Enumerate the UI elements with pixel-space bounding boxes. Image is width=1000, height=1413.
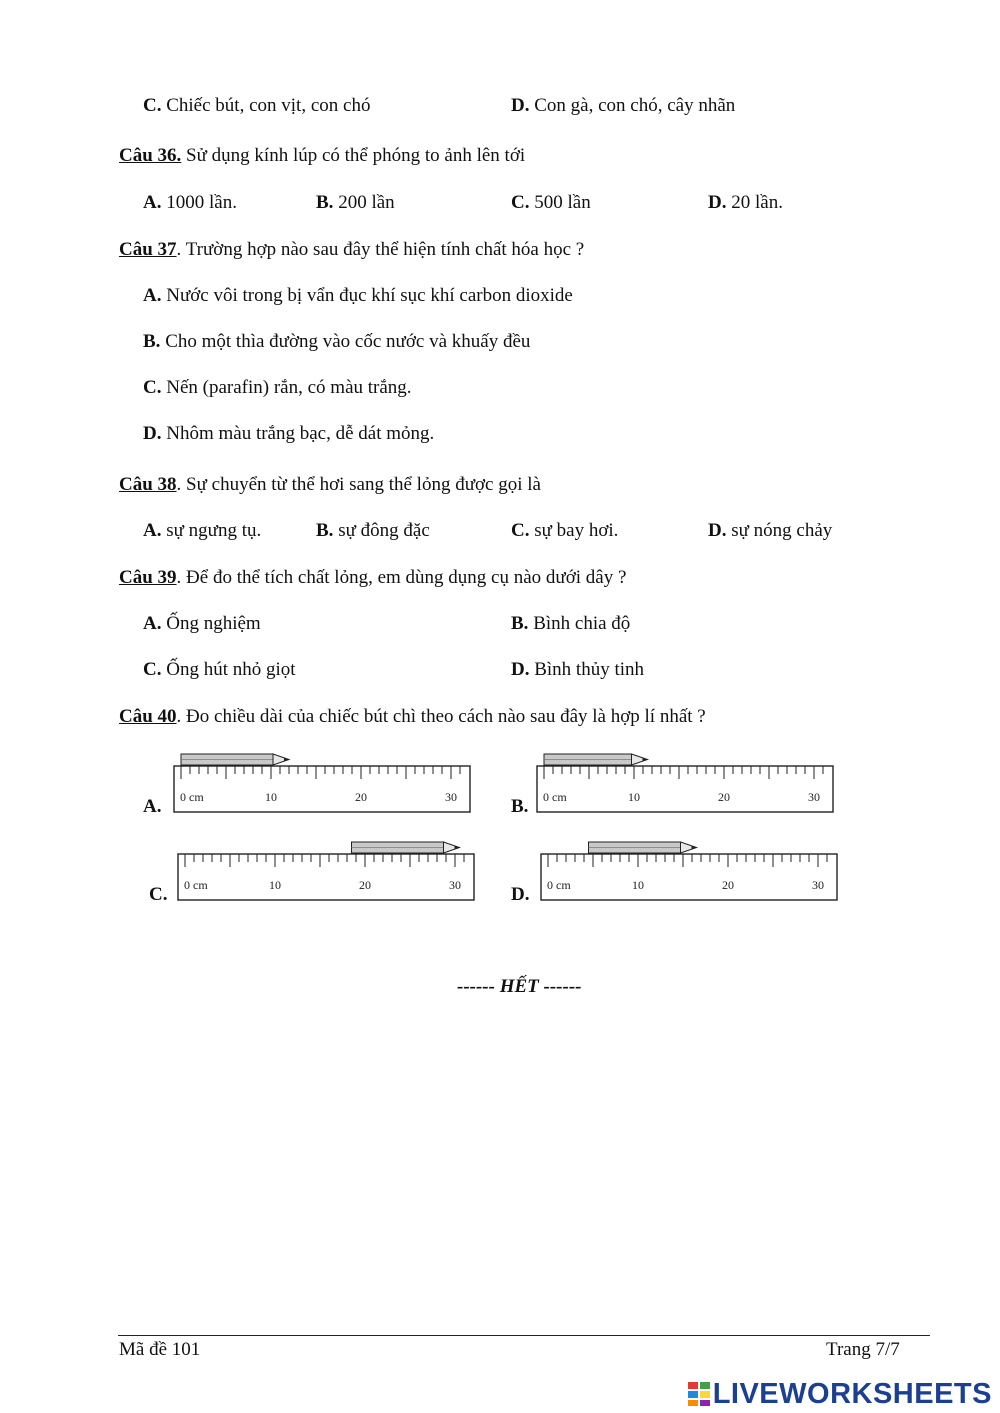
q38-question <box>119 474 541 496</box>
q39-option-d[interactable] <box>511 659 644 681</box>
question-number: Câu 39 <box>119 567 177 588</box>
q35-option-c[interactable] <box>143 95 370 117</box>
q36-option-c[interactable] <box>511 192 591 214</box>
ruler-option-b-figure[interactable] <box>536 750 836 815</box>
question-text: . Đo chiều dài của chiếc bút chì theo cách nào sau đây là hợp lí nhất ? <box>176 706 706 727</box>
q37-question <box>119 239 584 261</box>
pencil-lead <box>284 758 289 762</box>
option-text: Cho một thìa đường vào cốc nước và khuấy đều <box>160 331 531 352</box>
q37-option-c[interactable] <box>143 377 412 399</box>
footer-divider <box>118 1335 930 1336</box>
option-text: Ống hút nhỏ giọt <box>161 659 296 680</box>
question-text: . Trường hợp nào sau đây thể hiện tính chất hóa học ? <box>176 239 585 260</box>
ruler-option-d-label[interactable]: D. <box>511 884 530 905</box>
end-marker: ------ HẾT ------ <box>457 976 582 997</box>
question-number: Câu 40 <box>119 706 177 727</box>
option-letter: A. <box>143 192 162 213</box>
exam-code: Mã đề 101 <box>119 1339 201 1360</box>
ruler-option-b-label[interactable]: B. <box>511 796 529 817</box>
ruler-option-d-figure[interactable] <box>540 838 840 903</box>
liveworksheets-logo[interactable] <box>687 1378 992 1410</box>
ruler-option-a-label[interactable]: A. <box>143 796 162 817</box>
option-letter: C. <box>143 377 162 398</box>
question-text: . Để đo thể tích chất lỏng, em dùng dụng cụ nào dưới dây ? <box>176 567 627 588</box>
q40-question <box>119 706 706 728</box>
ruler-body <box>174 766 470 812</box>
ruler-body <box>537 766 833 812</box>
q38-option-b[interactable] <box>316 520 430 542</box>
option-letter: D. <box>708 520 727 541</box>
q39-option-a[interactable] <box>143 613 261 635</box>
q38-option-a[interactable] <box>143 520 261 542</box>
ruler-tick-label: 20 <box>359 878 371 892</box>
logo-text: LIVEWORKSHEETS <box>712 1377 992 1410</box>
ruler-tick-label: 20 <box>718 790 730 804</box>
option-text: Con gà, con chó, cây nhãn <box>529 95 736 116</box>
ruler-tick-label: 0 cm <box>543 790 567 804</box>
pencil-lead <box>692 846 697 850</box>
option-letter: C. <box>143 95 162 116</box>
option-letter: D. <box>708 192 727 213</box>
q36-option-b[interactable] <box>316 192 395 214</box>
q37-option-a[interactable] <box>143 285 573 307</box>
q39-question <box>119 567 626 589</box>
question-number: Câu 37 <box>119 239 177 260</box>
ruler-tick-label: 10 <box>265 790 277 804</box>
option-letter: A. <box>143 285 162 306</box>
option-letter: B. <box>316 192 334 213</box>
option-letter: D. <box>511 95 530 116</box>
ruler-tick-label: 20 <box>722 878 734 892</box>
option-letter: A. <box>143 613 162 634</box>
option-text: 1000 lần. <box>161 192 237 213</box>
ruler-tick-label: 10 <box>628 790 640 804</box>
ruler-option-c-figure[interactable] <box>177 838 477 903</box>
option-letter: B. <box>511 613 529 634</box>
ruler-option-c-label[interactable]: C. <box>149 884 168 905</box>
question-text: Sử dụng kính lúp có thể phóng to ảnh lên tới <box>181 145 526 166</box>
ruler-tick-label: 30 <box>812 878 824 892</box>
option-letter: D. <box>511 659 530 680</box>
option-text: Nước vôi trong bị vẩn đục khí sục khí carbon dioxide <box>161 285 573 306</box>
ruler-tick-label: 30 <box>445 790 457 804</box>
ruler-tick-label: 10 <box>269 878 281 892</box>
option-text: Bình chia độ <box>528 613 631 634</box>
option-text: Chiếc bút, con vịt, con chó <box>161 95 371 116</box>
ruler-tick-label: 10 <box>632 878 644 892</box>
liveworksheets-blocks-icon <box>687 1381 711 1407</box>
q35-option-d[interactable] <box>511 95 735 117</box>
ruler-tick-label: 0 cm <box>180 790 204 804</box>
option-text: Nhôm màu trắng bạc, dễ dát mỏng. <box>161 423 435 444</box>
option-letter: D. <box>143 423 162 444</box>
option-text: Bình thủy tinh <box>529 659 645 680</box>
option-text: 200 lần <box>333 192 395 213</box>
q38-option-d[interactable] <box>708 520 832 542</box>
q38-option-c[interactable] <box>511 520 618 542</box>
question-number: Câu 36. <box>119 145 182 166</box>
ruler-tick-label: 0 cm <box>547 878 571 892</box>
q39-option-b[interactable] <box>511 613 630 635</box>
page-number: Trang 7/7 <box>826 1339 900 1360</box>
q37-option-b[interactable] <box>143 331 530 353</box>
ruler-tick-label: 30 <box>808 790 820 804</box>
q37-option-d[interactable] <box>143 423 434 445</box>
option-text: sự nóng chảy <box>726 520 833 541</box>
option-letter: C. <box>511 520 530 541</box>
option-letter: A. <box>143 520 162 541</box>
pencil-lead <box>455 846 460 850</box>
ruler-tick-label: 30 <box>449 878 461 892</box>
option-text: 500 lần <box>529 192 591 213</box>
q36-option-a[interactable] <box>143 192 237 214</box>
option-text: sự bay hơi. <box>529 520 619 541</box>
option-text: 20 lần. <box>726 192 783 213</box>
q39-option-c[interactable] <box>143 659 296 681</box>
pencil-lead <box>643 758 648 762</box>
ruler-tick-label: 20 <box>355 790 367 804</box>
q36-question <box>119 145 525 167</box>
ruler-body <box>541 854 837 900</box>
option-text: sự ngưng tụ. <box>161 520 262 541</box>
question-text: . Sự chuyển từ thể hơi sang thể lỏng được gọi là <box>176 474 541 495</box>
ruler-body <box>178 854 474 900</box>
option-text: Ống nghiệm <box>161 613 261 634</box>
q36-option-d[interactable] <box>708 192 783 214</box>
option-letter: B. <box>316 520 334 541</box>
option-letter: C. <box>143 659 162 680</box>
ruler-tick-label: 0 cm <box>184 878 208 892</box>
option-letter: C. <box>511 192 530 213</box>
option-letter: B. <box>143 331 161 352</box>
option-text: Nến (parafin) rắn, có màu trắng. <box>161 377 412 398</box>
ruler-option-a-figure[interactable] <box>173 750 473 815</box>
option-text: sự đông đặc <box>333 520 430 541</box>
question-number: Câu 38 <box>119 474 177 495</box>
